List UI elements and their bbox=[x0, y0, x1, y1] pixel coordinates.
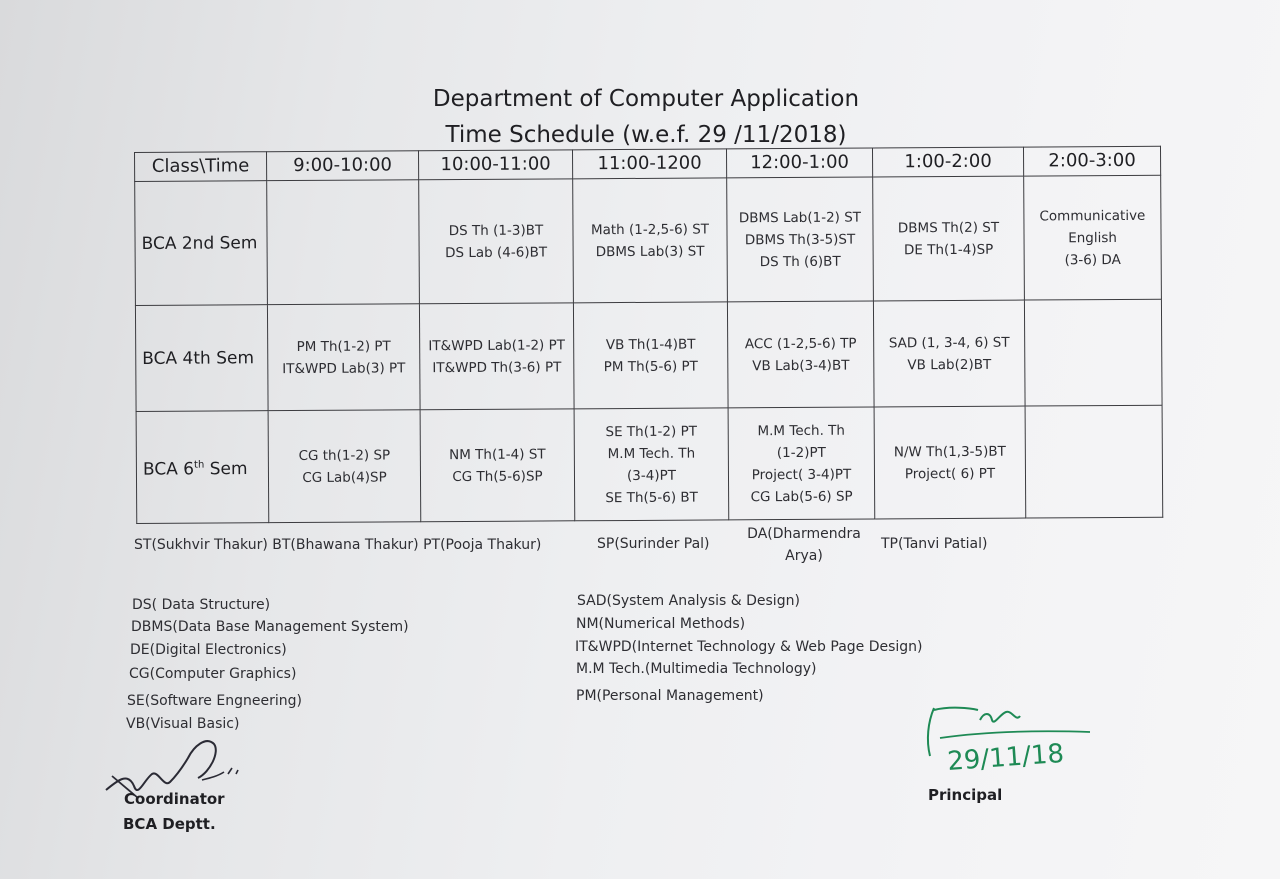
schedule-cell bbox=[727, 301, 874, 408]
schedule-entry: VB Lab(3-4)BT bbox=[752, 357, 850, 374]
document-title: Department of Computer Application bbox=[432, 86, 860, 112]
table-row bbox=[135, 175, 1162, 305]
time-slot-header: 2:00-3:00 bbox=[1023, 146, 1160, 176]
schedule-entry: DBMS Th(3-5)ST bbox=[744, 231, 856, 248]
schedule-cell bbox=[574, 408, 729, 521]
abbreviation-item: NM(Numerical Methods) bbox=[576, 616, 746, 632]
schedule-cell bbox=[873, 300, 1025, 407]
class-label: BCA 4th Sem bbox=[135, 305, 268, 412]
schedule-entry: VB Th(1-4)BT bbox=[605, 336, 696, 353]
abbreviation-item: IT&WPD(Internet Technology & Web Page Design) bbox=[575, 639, 923, 655]
schedule-entry: SE Th(5-6) BT bbox=[605, 489, 698, 506]
schedule-entry: DS Lab (4-6)BT bbox=[445, 243, 548, 261]
schedule-entry: DBMS Th(2) ST bbox=[897, 219, 1000, 236]
abbreviation-item: SE(Software Engneering) bbox=[127, 693, 302, 709]
time-slot-header: 12:00-1:00 bbox=[726, 148, 872, 178]
schedule-cell bbox=[873, 176, 1025, 301]
schedule-entry: IT&WPD Th(3-6) PT bbox=[432, 358, 562, 376]
schedule-entry: DS Th (6)BT bbox=[759, 253, 841, 270]
schedule-entry: CG th(1-2) SP bbox=[298, 446, 391, 464]
faculty-legend-group1: ST(Sukhvir Thakur) BT(Bhawana Thakur) PT(Pooja Thakur) bbox=[134, 537, 542, 553]
principal-signature-date: 29/11/18 bbox=[946, 738, 1065, 777]
table-row bbox=[135, 299, 1162, 411]
abbreviation-item: PM(Personal Management) bbox=[576, 688, 764, 704]
schedule-entry: NM Th(1-4) ST bbox=[449, 445, 546, 463]
schedule-cell bbox=[1024, 299, 1162, 406]
schedule-cell bbox=[573, 302, 728, 409]
class-label-prefix: BCA 6 bbox=[142, 458, 195, 480]
table-row bbox=[136, 405, 1163, 523]
time-slot-header: 9:00-10:00 bbox=[267, 151, 419, 181]
principal-label: Principal bbox=[928, 786, 1003, 804]
schedule-entry: DE Th(1-4)SP bbox=[903, 241, 994, 258]
abbreviation-item: DBMS(Data Base Management System) bbox=[131, 619, 409, 635]
schedule-cell bbox=[1025, 405, 1163, 518]
time-slot-header: 1:00-2:00 bbox=[872, 147, 1023, 177]
document-subtitle: Time Schedule (w.e.f. 29 /11/2018) bbox=[445, 122, 847, 148]
abbreviation-item: VB(Visual Basic) bbox=[126, 716, 240, 732]
schedule-cell bbox=[728, 407, 875, 520]
schedule-cell bbox=[874, 406, 1026, 519]
faculty-legend-tp: TP(Tanvi Patial) bbox=[881, 536, 988, 552]
schedule-entry: Math (1-2,5-6) ST bbox=[590, 220, 710, 238]
department-label: BCA Deptt. bbox=[123, 815, 216, 833]
schedule-entry: (1-2)PT bbox=[776, 444, 826, 461]
schedule-entry: PM Th(1-2) PT bbox=[296, 337, 391, 355]
schedule-entry: English bbox=[1068, 229, 1117, 246]
abbreviation-item: CG(Computer Graphics) bbox=[129, 666, 297, 682]
abbreviation-item: M.M Tech.(Multimedia Technology) bbox=[576, 661, 817, 677]
schedule-cell bbox=[1024, 175, 1162, 300]
schedule-entry: Project( 6) PT bbox=[904, 465, 996, 482]
schedule-entry: N/W Th(1,3-5)BT bbox=[893, 443, 1006, 460]
schedule-entry: Project( 3-4)PT bbox=[751, 466, 852, 483]
schedule-entry: IT&WPD Lab(3) PT bbox=[282, 359, 406, 377]
faculty-legend-sp: SP(Surinder Pal) bbox=[597, 536, 710, 552]
schedule-entry: Communicative bbox=[1039, 207, 1146, 224]
class-label bbox=[136, 411, 269, 524]
schedule-entry: M.M Tech. Th bbox=[607, 445, 696, 462]
class-label-suffix: Sem bbox=[204, 458, 248, 479]
schedule-entry: VB Lab(2)BT bbox=[907, 356, 992, 373]
schedule-cell bbox=[573, 178, 728, 303]
time-schedule-table bbox=[134, 146, 1163, 524]
corner-header: Class\Time bbox=[135, 152, 267, 182]
schedule-entry: ACC (1-2,5-6) TP bbox=[744, 335, 857, 352]
schedule-cell bbox=[268, 410, 421, 523]
schedule-entry: SAD (1, 3-4, 6) ST bbox=[888, 334, 1010, 351]
schedule-cell bbox=[267, 304, 420, 411]
schedule-cell bbox=[727, 177, 874, 302]
schedule-entry: DS Th (1-3)BT bbox=[448, 222, 544, 239]
schedule-entry: M.M Tech. Th bbox=[757, 422, 846, 439]
abbreviation-item: DE(Digital Electronics) bbox=[130, 642, 287, 658]
schedule-entry: SE Th(1-2) PT bbox=[605, 423, 697, 440]
schedule-cell bbox=[419, 303, 574, 410]
schedule-entry: IT&WPD Lab(1-2) PT bbox=[428, 336, 566, 354]
schedule-entry: (3-6) DA bbox=[1064, 251, 1121, 268]
coordinator-label: Coordinator bbox=[124, 790, 225, 808]
schedule-entry: DBMS Lab(1-2) ST bbox=[738, 209, 862, 226]
time-slot-header: 11:00-1200 bbox=[572, 149, 726, 179]
schedule-entry: DBMS Lab(3) ST bbox=[595, 243, 705, 260]
class-label: BCA 2nd Sem bbox=[135, 181, 268, 306]
time-slot-header: 10:00-11:00 bbox=[418, 150, 572, 180]
class-label-superscript: th bbox=[193, 459, 205, 471]
faculty-legend-da-line1: DA(Dharmendra bbox=[747, 526, 861, 542]
schedule-entry: PM Th(5-6) PT bbox=[603, 358, 698, 375]
schedule-cell bbox=[419, 179, 574, 304]
schedule-cell bbox=[267, 180, 420, 305]
schedule-entry: CG Th(5-6)SP bbox=[452, 468, 543, 485]
schedule-cell bbox=[420, 409, 575, 522]
faculty-legend-da bbox=[745, 523, 863, 567]
faculty-legend-da-line2: Arya) bbox=[785, 548, 823, 564]
schedule-entry: CG Lab(5-6) SP bbox=[750, 488, 853, 505]
abbreviation-item: SAD(System Analysis & Design) bbox=[577, 593, 800, 609]
abbreviation-item: DS( Data Structure) bbox=[132, 597, 271, 613]
schedule-entry: (3-4)PT bbox=[626, 467, 677, 484]
schedule-entry: CG Lab(4)SP bbox=[302, 468, 387, 486]
principal-signature bbox=[920, 700, 1100, 780]
